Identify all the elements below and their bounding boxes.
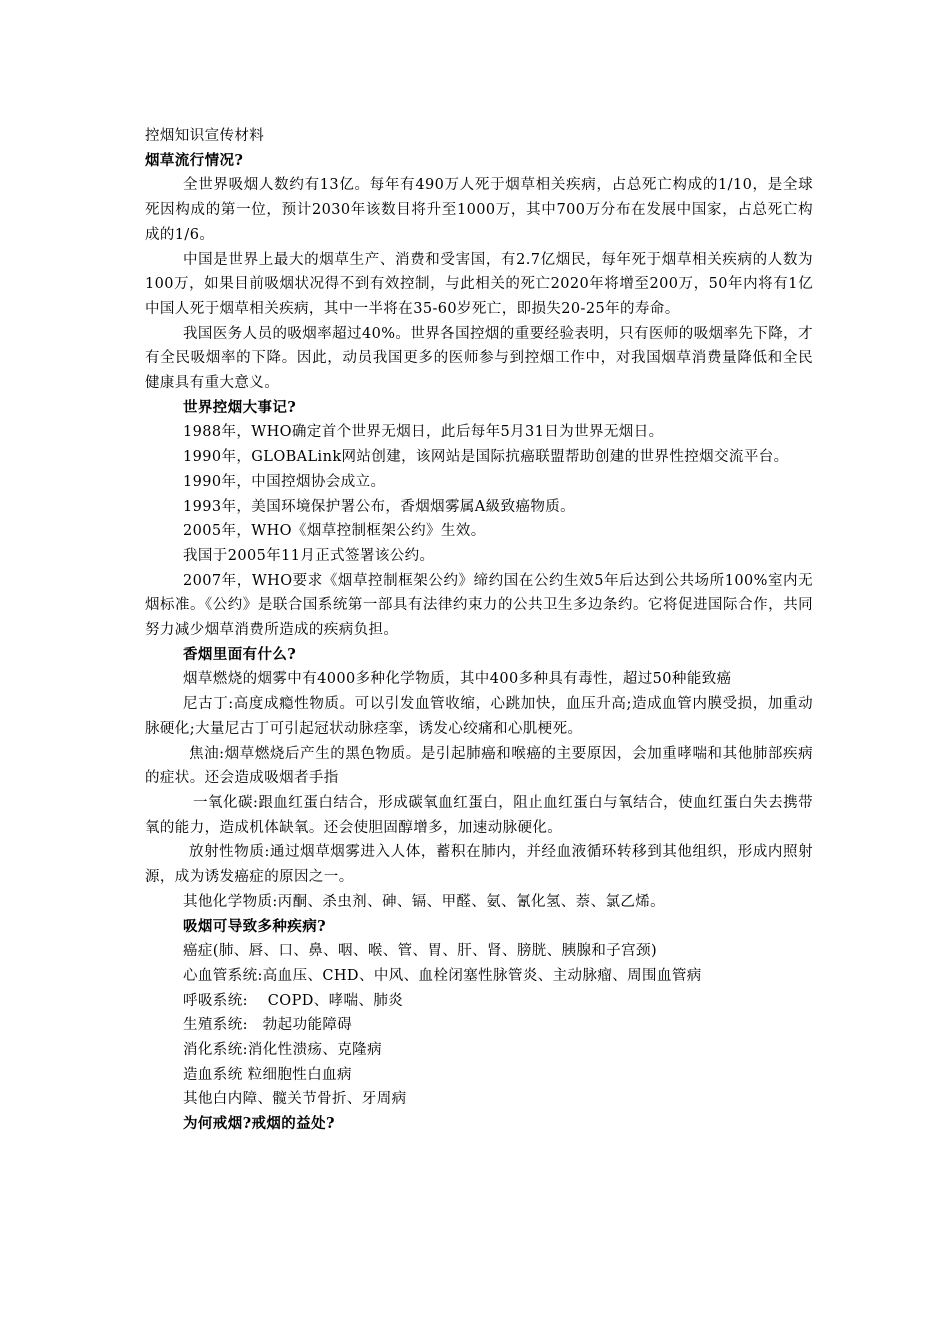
event-2005-fctc: 2005年，WHO《烟草控制框架公约》生效。 [183, 523, 486, 540]
paragraph-other-chemicals: 其他化学物质:丙酮、杀虫剂、砷、镉、甲醛、氨、氰化氢、萘、氯乙烯。 [183, 893, 666, 910]
paragraph-radioactive: 放射性物质:通过烟草烟雾进入人体，蓄积在肺内，并经血液循环转移到其他组织，形成内照射源，成为诱发癌症的原因之一。 [145, 844, 813, 886]
disease-other: 其他白内障、髋关节骨折、牙周病 [183, 1091, 407, 1108]
disease-hematopoietic: 造血系统 粒细胞性白血病 [183, 1066, 352, 1083]
event-1990-globalink: 1990年，GLOBALink网站创建，该网站是国际抗癌联盟帮助创建的世界性控烟交流平台。 [183, 449, 789, 466]
section-heading-cigarette-contents: 香烟里面有什么? [183, 645, 297, 663]
section-heading-diseases: 吸烟可导致多种疾病? [183, 917, 326, 935]
disease-digestive: 消化系统:消化性溃疡、克隆病 [183, 1042, 382, 1059]
disease-cardiovascular: 心血管系统:高血压、CHD、中风、血栓闭塞性脉管炎、主动脉瘤、周围血管病 [183, 967, 702, 984]
paragraph-smoke-chemicals: 烟草燃烧的烟雾中有4000多种化学物质，其中400多种具有毒性，超过50种能致癌 [183, 671, 732, 688]
paragraph-china-smokers: 中国是世界上最大的烟草生产、消费和受害国，有2.7亿烟民，每年死于烟草相关疾病的人数为100万，如果目前吸烟状况得不到有效控制，与此相关的死亡2020年将增至200万，50年内将有1亿中国人死于烟草相关疾病，其中一半将在35-60岁死亡，即损失20-25年的寿命。 [145, 251, 813, 317]
paragraph-nicotine: 尼古丁:高度成瘾性物质。可以引发血管收缩，心跳加快，血压升高;造成血管内膜受损，加重动脉硬化;大量尼古丁可引起冠状动脉痉挛，诱发心绞痛和心肌梗死。 [145, 696, 813, 737]
disease-respiratory: 呼吸系统: COPD、哮喘、肺炎 [183, 992, 404, 1009]
event-1988: 1988年，WHO确定首个世界无烟日，此后每年5月31日为世界无烟日。 [183, 424, 664, 441]
disease-reproductive: 生殖系统: 勃起功能障碍 [183, 1017, 353, 1034]
event-1993: 1993年，美国环境保护署公布，香烟烟雾属A級致癌物质。 [183, 498, 576, 515]
document-title: 控烟知识宣传材料 [145, 128, 265, 144]
section-heading-tobacco-prevalence: 烟草流行情况? [145, 151, 244, 169]
event-1990-association: 1990年，中国控烟协会成立。 [183, 473, 386, 490]
document-body [145, 124, 813, 1137]
section-heading-world-tobacco-control-events: 世界控烟大事记? [183, 398, 297, 416]
event-2005-china-signed: 我国于2005年11月正式签署该公约。 [183, 547, 435, 564]
disease-cancer: 癌症(肺、唇、口、鼻、咽、喉、管、胃、肝、肾、膀胱、胰腺和子宫颈) [183, 943, 658, 960]
section-heading-why-quit: 为何戒烟?戒烟的益处? [183, 1115, 335, 1133]
event-2007: 2007年，WHO要求《烟草控制框架公约》缔约国在公约生效5年后达到公共场所100%室内无烟标准。《公约》是联合国系统第一部具有法律约束力的公共卫生多边条约。它将促进国际合作，共同努力减少烟草消费所造成的疾病负担。 [145, 572, 813, 639]
paragraph-tar: 焦油:烟草燃烧后产生的黑色物质。是引起肺癌和喉癌的主要原因，会加重哮喘和其他肺部疾病的症状。还会造成吸烟者手指 [145, 745, 813, 787]
paragraph-global-smokers: 全世界吸烟人数约有13亿。每年有490万人死于烟草相关疾病，占总死亡构成的1/10，是全球死因构成的第一位，预计2030年该数目将升至1000万，其中700万分布在发展中国家，占总死亡构成的1/6。 [145, 177, 813, 243]
paragraph-medical-staff: 我国医务人员的吸烟率超过40%。世界各国控烟的重要经验表明，只有医师的吸烟率先下降，才有全民吸烟率的下降。因此，动员我国更多的医师参与到控烟工作中，对我国烟草消费量降低和全民健康具有重大意义。 [145, 325, 813, 392]
paragraph-carbon-monoxide: 一氧化碳:跟血红蛋白结合，形成碳氧血红蛋白，阻止血红蛋白与氧结合，使血红蛋白失去携带氧的能力，造成机体缺氧。还会使胆固醇增多，加速动脉硬化。 [145, 794, 813, 836]
